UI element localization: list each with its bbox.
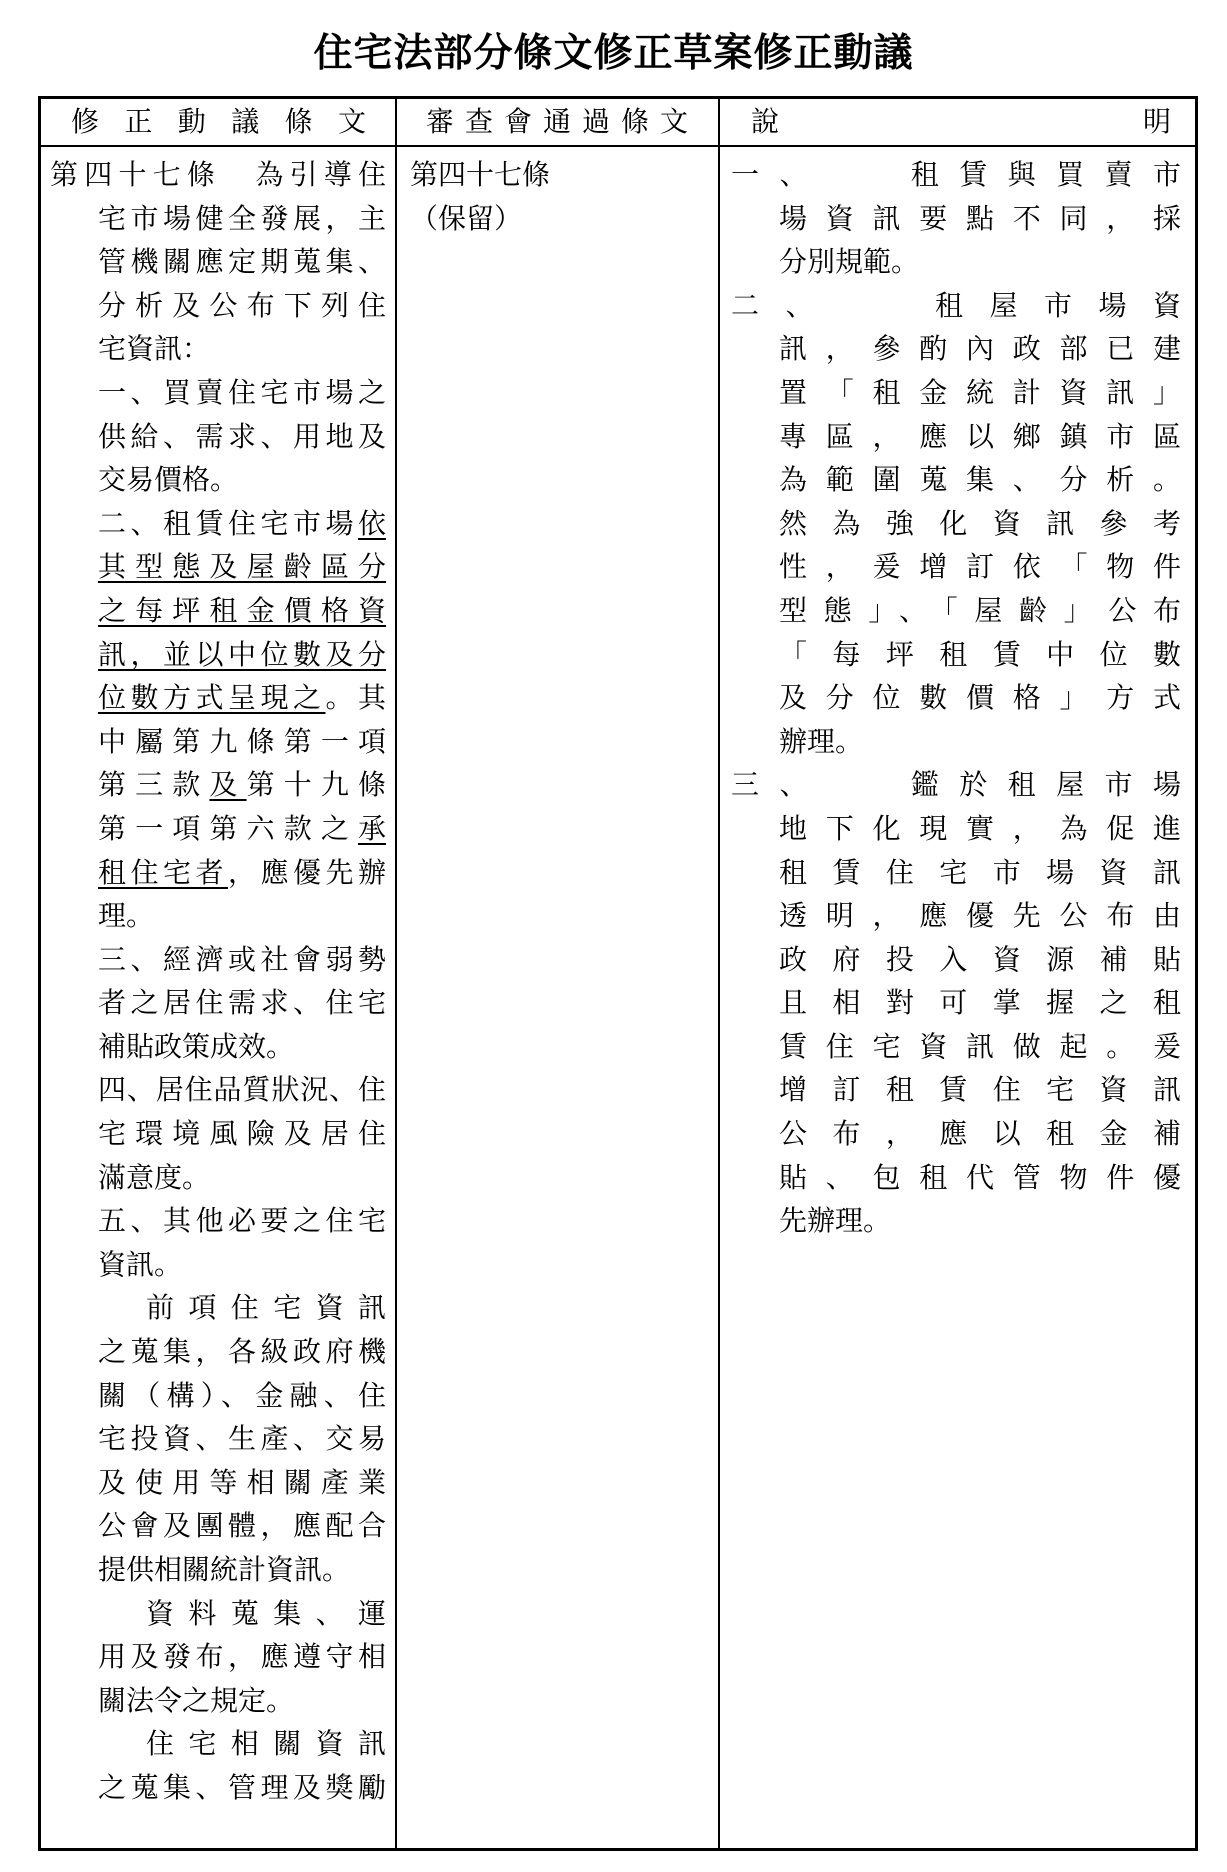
text-segment: 二、租賃住宅市場 bbox=[98, 506, 358, 540]
text-segment: 提供相關統計資訊。 bbox=[98, 1553, 351, 1586]
text-line bbox=[50, 981, 386, 1025]
text-segment: 交易價格。 bbox=[98, 463, 239, 497]
text-line bbox=[731, 502, 1181, 546]
text-line bbox=[731, 938, 1181, 982]
text-segment: 租賃住宅市場資訊 bbox=[779, 855, 1181, 889]
text-segment: 宅資訊： bbox=[98, 332, 211, 366]
text-segment: 置「租金統計資訊」 bbox=[779, 375, 1181, 409]
text-line bbox=[731, 240, 1181, 284]
text-segment: 關法令之規定。 bbox=[98, 1683, 295, 1717]
text-line bbox=[50, 633, 386, 677]
text-line bbox=[731, 197, 1181, 241]
underlined-amendment-text: 其型態及屋齡區分 bbox=[98, 550, 386, 584]
text-segment: 中屬第九條第一項 bbox=[98, 724, 386, 758]
text-segment: 賃住宅資訊做起。爰 bbox=[779, 1029, 1181, 1063]
text-segment: 且相對可掌握之租 bbox=[779, 986, 1181, 1020]
text-line bbox=[731, 894, 1181, 938]
text-segment: 第一項第六款之 bbox=[98, 811, 358, 845]
text-segment: 「每坪租賃中位數 bbox=[779, 637, 1181, 671]
text-line bbox=[50, 1679, 386, 1723]
text-segment: 三、經濟或社會弱勢 bbox=[98, 942, 386, 976]
text-line bbox=[50, 153, 386, 197]
underlined-amendment-text: 訊，並以中位數及分 bbox=[98, 637, 386, 671]
text-segment: 增訂租賃住宅資訊 bbox=[779, 1073, 1181, 1107]
header-committee-text: 審查會通過條文 bbox=[426, 105, 688, 138]
text-segment: 補貼政策成效。 bbox=[98, 1029, 295, 1063]
text-segment: 分析及公布下列住 bbox=[98, 288, 386, 322]
comparison-table bbox=[38, 96, 1198, 1851]
text-line bbox=[731, 1112, 1181, 1156]
text-segment: 第三款 bbox=[98, 768, 210, 802]
text-segment: 及使用等相關產業 bbox=[98, 1465, 386, 1499]
text-line bbox=[50, 371, 386, 415]
column-amendment-text bbox=[50, 153, 386, 1810]
text-segment: 公布，應以租金補 bbox=[779, 1117, 1181, 1151]
text-segment: 關（構）、金融、住 bbox=[98, 1378, 386, 1412]
underlined-amendment-text: 位數方式呈現之 bbox=[98, 681, 326, 715]
text-line bbox=[50, 502, 386, 546]
column-divider-2 bbox=[718, 99, 720, 1848]
text-segment: 宅投資、生產、交易 bbox=[98, 1422, 386, 1456]
text-line bbox=[50, 1548, 386, 1592]
text-segment: 一、買賣住宅市場之 bbox=[98, 375, 386, 409]
text-line bbox=[731, 720, 1181, 764]
text-segment: 場資訊要點不同，採 bbox=[779, 201, 1181, 235]
text-line bbox=[50, 1330, 386, 1374]
text-line bbox=[731, 153, 1181, 197]
header-explanation: 說明 bbox=[751, 105, 1171, 138]
text-segment: 宅市場健全發展，主 bbox=[98, 201, 386, 235]
text-line bbox=[50, 284, 386, 328]
page-title: 住宅法部分條文修正草案修正動議 bbox=[313, 31, 914, 76]
text-line bbox=[731, 633, 1181, 677]
underlined-amendment-text: 之每坪租金價格資 bbox=[98, 593, 386, 627]
text-segment: 之蒐集、管理及獎勵 bbox=[98, 1770, 386, 1804]
text-segment: 住宅相關資訊 bbox=[146, 1727, 386, 1761]
text-segment: 。其 bbox=[325, 681, 386, 715]
text-segment: 性，爰增訂依「物件 bbox=[779, 550, 1181, 584]
text-segment: 用及發布，應遵守相 bbox=[98, 1640, 386, 1674]
text-segment: 一、 租賃與買賣市 bbox=[731, 158, 1181, 191]
text-segment: 三、 鑑於租屋市場 bbox=[731, 768, 1181, 802]
text-line bbox=[50, 938, 386, 982]
underlined-amendment-text: 依 bbox=[357, 506, 386, 540]
text-line bbox=[731, 589, 1181, 633]
text-line bbox=[50, 1156, 386, 1200]
text-segment: 公會及團體，應配合 bbox=[98, 1509, 386, 1543]
text-segment: 透明，應優先公布由 bbox=[779, 899, 1181, 933]
text-segment: 為範圍蒐集、分析。 bbox=[779, 463, 1181, 497]
text-segment: 地下化現實，為促進 bbox=[779, 811, 1181, 845]
text-segment: 第四十七條 為引導住 bbox=[50, 158, 386, 191]
text-line bbox=[50, 1068, 386, 1112]
header-rule bbox=[41, 145, 1195, 147]
text-line bbox=[731, 851, 1181, 895]
column-explanation bbox=[731, 153, 1181, 1243]
text-line bbox=[731, 545, 1181, 589]
column-divider-1 bbox=[395, 99, 397, 1848]
text-segment: 宅環境風險及居住 bbox=[98, 1117, 386, 1151]
text-line bbox=[731, 807, 1181, 851]
text-segment: 訊，參酌內政部已建 bbox=[779, 332, 1181, 366]
text-line bbox=[50, 1592, 386, 1636]
text-segment: 型態」、「屋齡」公布 bbox=[779, 593, 1181, 627]
text-segment: 先辦理。 bbox=[779, 1204, 892, 1238]
text-segment: 資料蒐集、運 bbox=[146, 1596, 386, 1630]
text-segment: 第四十七條 bbox=[410, 158, 551, 191]
header-amendment-text: 修正動議條文 bbox=[71, 105, 366, 138]
text-line bbox=[731, 1068, 1181, 1112]
text-segment: 資訊。 bbox=[98, 1247, 183, 1281]
text-segment: 五、其他必要之住宅 bbox=[98, 1204, 386, 1238]
underlined-amendment-text: 及 bbox=[209, 768, 247, 802]
text-segment: 之蒐集，各級政府機 bbox=[98, 1335, 386, 1369]
text-line bbox=[50, 1504, 386, 1548]
text-line bbox=[50, 415, 386, 459]
text-line bbox=[50, 1722, 386, 1766]
text-line bbox=[50, 327, 386, 371]
text-line bbox=[410, 153, 700, 197]
text-line bbox=[731, 763, 1181, 807]
text-segment: 理。 bbox=[98, 899, 155, 933]
column-committee-text bbox=[410, 153, 700, 240]
text-segment: 管機關應定期蒐集、 bbox=[98, 245, 386, 279]
text-segment: 專區，應以鄉鎮市區 bbox=[779, 419, 1181, 453]
text-line bbox=[50, 458, 386, 502]
text-line bbox=[50, 1635, 386, 1679]
text-segment: 第十九條 bbox=[246, 768, 386, 802]
text-line bbox=[731, 1199, 1181, 1243]
underlined-amendment-text: 租住宅者 bbox=[98, 855, 228, 889]
underlined-amendment-text: 承 bbox=[357, 811, 386, 845]
text-line bbox=[50, 807, 386, 851]
text-line bbox=[50, 1417, 386, 1461]
text-segment: 貼、包租代管物件優 bbox=[779, 1160, 1181, 1194]
text-line bbox=[50, 1461, 386, 1505]
text-segment: 政府投入資源補貼 bbox=[779, 942, 1181, 976]
text-line bbox=[50, 894, 386, 938]
text-segment: 二、 租屋市場資 bbox=[731, 288, 1181, 322]
text-line bbox=[731, 1156, 1181, 1200]
text-line bbox=[50, 197, 386, 241]
text-segment: ，應優先辦 bbox=[228, 855, 386, 889]
text-line bbox=[50, 1243, 386, 1287]
text-line bbox=[50, 1112, 386, 1156]
text-line bbox=[50, 676, 386, 720]
text-line bbox=[731, 981, 1181, 1025]
text-segment: 辦理。 bbox=[779, 724, 864, 758]
text-segment: 及分位數價格」方式 bbox=[779, 681, 1181, 715]
text-line bbox=[731, 371, 1181, 415]
text-segment: 分別規範。 bbox=[779, 245, 920, 279]
text-line bbox=[731, 1025, 1181, 1069]
text-segment: 然為強化資訊參考 bbox=[779, 506, 1181, 540]
text-line bbox=[731, 676, 1181, 720]
text-line bbox=[50, 240, 386, 284]
text-segment: 滿意度。 bbox=[98, 1160, 211, 1194]
text-line bbox=[50, 1025, 386, 1069]
text-segment: 四、居住品質狀況、住 bbox=[98, 1073, 386, 1107]
text-segment: 者之居住需求、住宅 bbox=[98, 986, 386, 1020]
text-line bbox=[50, 545, 386, 589]
text-line bbox=[731, 415, 1181, 459]
text-line bbox=[731, 458, 1181, 502]
text-line bbox=[731, 284, 1181, 328]
text-line bbox=[50, 763, 386, 807]
text-line bbox=[731, 327, 1181, 371]
text-line bbox=[50, 1374, 386, 1418]
text-line bbox=[50, 1766, 386, 1810]
text-segment: （保留） bbox=[410, 201, 523, 235]
text-line bbox=[410, 197, 700, 241]
text-line bbox=[50, 720, 386, 764]
text-line bbox=[50, 1199, 386, 1243]
text-segment: 供給、需求、用地及 bbox=[98, 419, 386, 453]
text-line bbox=[50, 589, 386, 633]
text-line bbox=[50, 851, 386, 895]
text-segment: 前項住宅資訊 bbox=[146, 1291, 386, 1325]
text-line bbox=[50, 1286, 386, 1330]
